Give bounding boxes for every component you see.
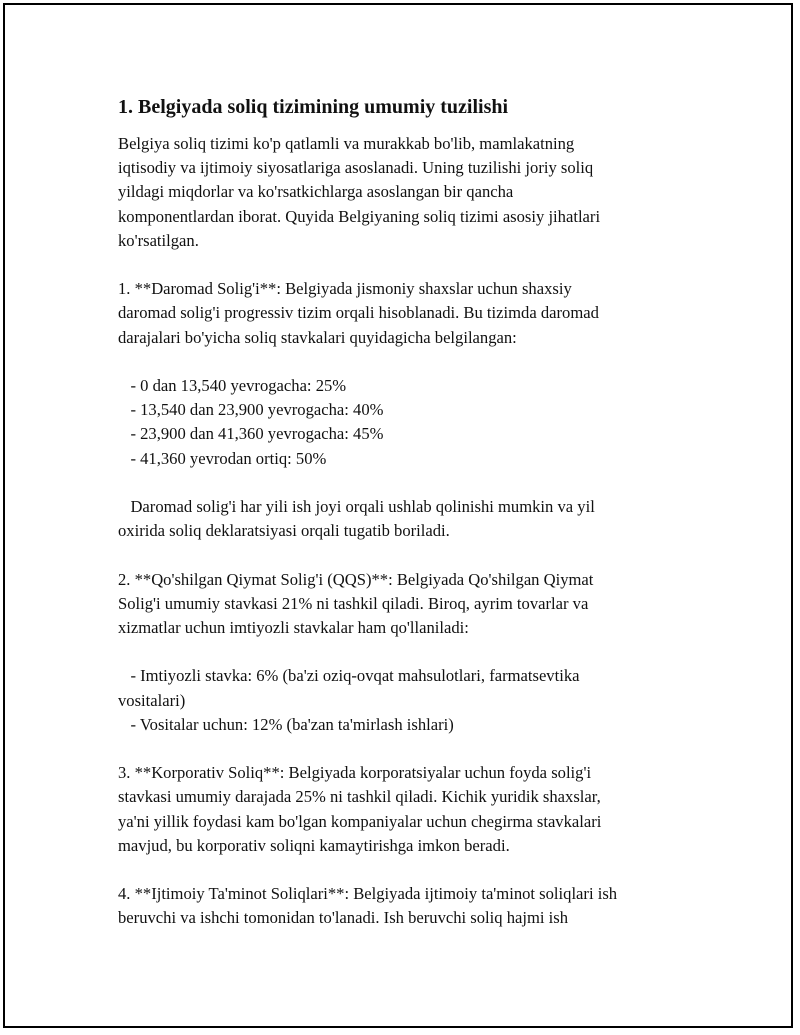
paragraph-gap bbox=[118, 350, 698, 374]
vat-paragraph: 2. **Qo'shilgan Qiymat Solig'i (QQS)**: Belgiyada Qo'shilgan Qiymat Solig'i umumiy stavkasi 21% ni tashkil qiladi. Biroq, ayrim tovarlar va xizmatlar uchun imtiyozli stavkalar ham qo'llaniladi: bbox=[118, 569, 594, 637]
income-tax-paragraph: 1. **Daromad Solig'i**: Belgiyada jismoniy shaxslar uchun shaxsiy daromad solig'i progressiv tizim orqali hisoblanadi. Bu tizimda daromad darajalari bo'yicha soliq stavkalari quyidagicha belgilangan: bbox=[118, 279, 599, 347]
list-item: - 0 dan 13,540 yevrogacha: 25% bbox=[118, 376, 347, 395]
social-security-paragraph: 4. **Ijtimoiy Ta'minot Soliqlari**: Belgiyada ijtimoiy ta'minot soliqlari ish beruvchi va ishchi tomonidan to'lanadi. Ish beruvchi soliq hajmi ish bbox=[118, 884, 618, 928]
paragraph-gap bbox=[118, 737, 698, 761]
paragraph-gap bbox=[118, 471, 698, 495]
intro-paragraph: Belgiya soliq tizimi ko'p qatlamli va murakkab bo'lib, mamlakatning iqtisodiy va ijtimoiy siyosatlariga asoslanadi. Uning tuzilishi joriy soliq yildagi miqdorlar va ko'rsatkichlarga asoslangan bir qancha komponentlardan iborat. Quyida Belgiyaning soliq tizimi asosiy jihatlari ko'rsatilgan. bbox=[118, 134, 601, 250]
list-item: - Imtiyozli stavka: 6% (ba'zi oziq-ovqat mahsulotlari, farmatsevtika vositalari) bbox=[118, 666, 580, 710]
list-item: - Vositalar uchun: 12% (ba'zan ta'mirlash ishlari) bbox=[118, 714, 454, 734]
section-heading: 1. Belgiyada soliq tizimining umumiy tuzilishi bbox=[118, 96, 509, 118]
paragraph-gap bbox=[118, 543, 698, 567]
list-item: - 41,360 yevrodan ortiq: 50% bbox=[118, 448, 327, 468]
income-tax-brackets-list bbox=[118, 374, 698, 471]
document-body bbox=[118, 93, 698, 931]
paragraph-gap bbox=[118, 858, 698, 882]
income-tax-note: Daromad solig'i har yili ish joyi orqali ushlab qolinishi mumkin va yil oxirida soliq deklaratsiyasi orqali tugatib boriladi. bbox=[118, 497, 595, 541]
corporate-tax-paragraph: 3. **Korporativ Soliq**: Belgiyada korporatsiyalar uchun foyda solig'i stavkasi umumiy darajada 25% ni tashkil qiladi. Kichik yuridik shaxslar, ya'ni yillik foydasi kam bo'lgan kompaniyalar uchun chegirma stavkalari mavjud, bu korporativ soliqni kamaytirishga imkon beradi. bbox=[118, 763, 602, 855]
list-item: - 13,540 dan 23,900 yevrogacha: 40% bbox=[118, 400, 384, 420]
paragraph-gap bbox=[118, 253, 698, 277]
paragraph-gap bbox=[118, 640, 698, 664]
vat-rates-list bbox=[118, 664, 698, 737]
list-item: - 23,900 dan 41,360 yevrogacha: 45% bbox=[118, 424, 384, 444]
